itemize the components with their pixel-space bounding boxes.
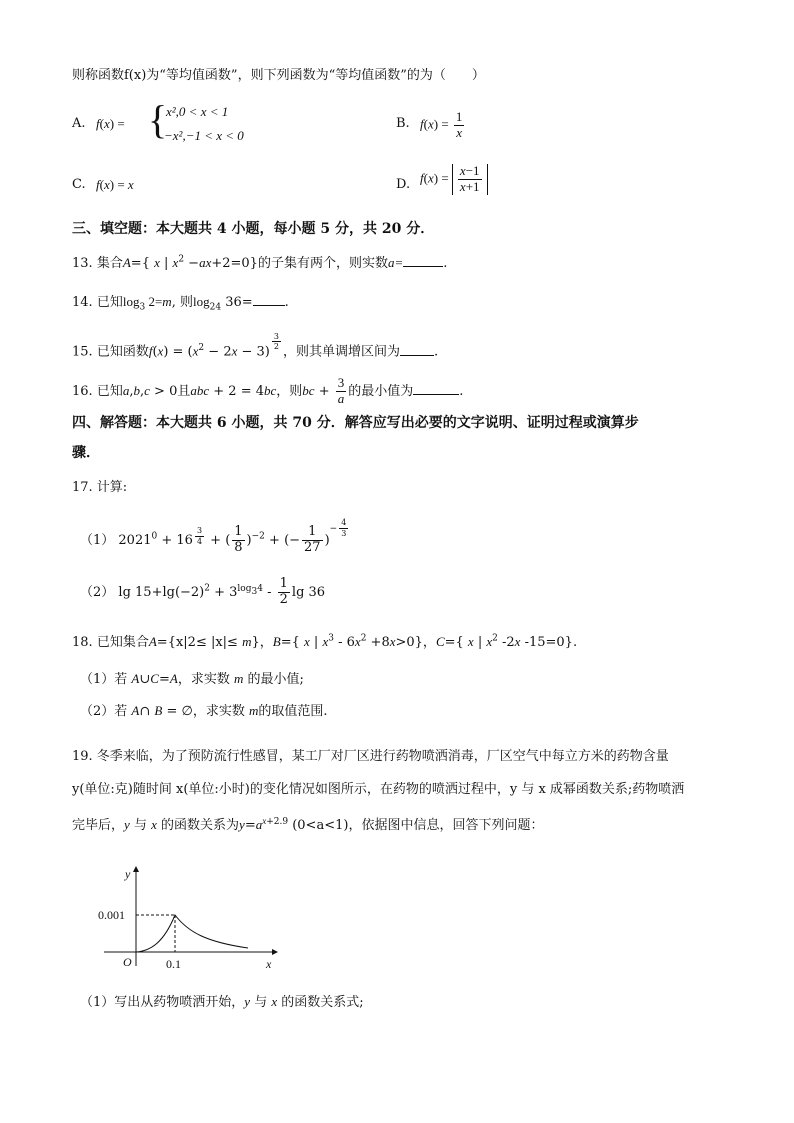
question-17-part1: （1） $2021^0 + 16$ $^{\frac{3}{4}}$ + ( $\frac{1}{8}$ )$^{-2}$ + (− $\frac{1}{27}$ )$^{- \frac{4}{3}}$ bbox=[80, 518, 347, 555]
x-axis-arrow bbox=[272, 949, 278, 955]
question-14: 14. 已知$\log_3 2=m$, 则$\log_{24} 36=$ . bbox=[72, 294, 289, 313]
option-a-brace: { bbox=[148, 97, 168, 142]
question-18-sub1: （1）若 A∪C=A，求实数 m 的最小值; bbox=[80, 671, 304, 687]
question-18-sub2: （2）若 A∩ B = ∅，求实数 m的取值范围. bbox=[80, 703, 328, 719]
option-d-label: D. bbox=[396, 177, 411, 192]
question-16: 16. 已知a,b,c > 0且abc + 2 = 4bc，则bc + $\frac{3}{a}$ 的最小值为 . bbox=[72, 375, 464, 406]
origin-label: O bbox=[123, 955, 132, 969]
x-axis-label: x bbox=[266, 957, 272, 971]
question-17-part2: （2） $\lg 15+\lg(-2)^2 + 3^{log_34}$ - $\frac{1}{2}$ lg 36 bbox=[80, 576, 326, 607]
answer-blank bbox=[403, 266, 443, 267]
option-b-label: B. bbox=[396, 116, 410, 131]
answer-blank bbox=[413, 394, 459, 395]
question-19-sub1: （1）写出从药物喷洒开始，y 与 x 的函数关系式; bbox=[80, 994, 364, 1010]
intro-line: 则称函数f(x)为“等均值函数”，则下列函数为“等均值函数”的为（ ） bbox=[72, 68, 485, 83]
x-tick-label: 0.1 bbox=[166, 957, 181, 971]
question-19-line2: y(单位:克)随时间 x(单位:小时)的变化情况如图所示，在药物的喷洒过程中，y 与 x 成幂函数关系;药物喷洒 bbox=[72, 782, 685, 797]
option-a-function: f(x) = bbox=[96, 116, 125, 131]
option-b-function: f(x) = $\frac{1}{x}$ bbox=[420, 109, 463, 140]
answer-blank bbox=[400, 355, 434, 356]
option-a-label: A. bbox=[72, 116, 86, 131]
option-c-label: C. bbox=[72, 177, 86, 192]
question-15: 15. 已知函数$f(x) = (x^2 - 2x - 3)$ $^{\frac{3}{2}}$ ，则其单调增区间为 . bbox=[72, 332, 439, 360]
question-17-heading: 17. 计算: bbox=[72, 480, 128, 495]
option-d-function: f(x) = $\frac{x-1}{x+1}$ bbox=[420, 164, 488, 195]
question-18: 18. 已知集合A={x|2≤ |x|≤ m}，B={ x | $x^3 - 6x^2 +8x>0$}，C={ x | $x^2$ -2x -15=0}. bbox=[72, 633, 578, 650]
y-axis-label: y bbox=[125, 867, 131, 881]
question-19-line1: 19. 冬季来临，为了预防流行性感冒，某工厂对厂区进行药物喷洒消毒，厂区空气中每立方米的药物含量 bbox=[72, 749, 669, 764]
section-4-heading-line1: 四、解答题：本大题共 6 小题，共 70 分．解答应写出必要的文字说明、证明过程或演算步 bbox=[72, 415, 639, 431]
section-4-heading-line2: 骤． bbox=[72, 445, 100, 461]
option-a-case1: x²,0 < x < 1 bbox=[166, 104, 229, 119]
question-13: 13. 集合A={ x | $x^2 -ax+2=0$}的子集有两个，则实数a= . bbox=[72, 254, 448, 271]
answer-blank bbox=[253, 305, 285, 306]
y-axis-arrow bbox=[133, 866, 139, 872]
question-19-line3: 完毕后，y 与 x 的函数关系为$y=a^{x+2.9}$ (0<a<1)，依据图中信息，回答下列问题： bbox=[72, 815, 544, 833]
option-a-case2: −x²,−1 < x < 0 bbox=[164, 128, 244, 143]
section-3-heading: 三、填空题：本大题共 4 小题，每小题 5 分，共 20 分． bbox=[72, 221, 435, 237]
option-c-function: f(x) = x bbox=[96, 177, 134, 192]
concentration-curve bbox=[136, 915, 248, 952]
y-tick-label: 0.001 bbox=[98, 908, 125, 922]
decay-graph bbox=[96, 862, 286, 974]
